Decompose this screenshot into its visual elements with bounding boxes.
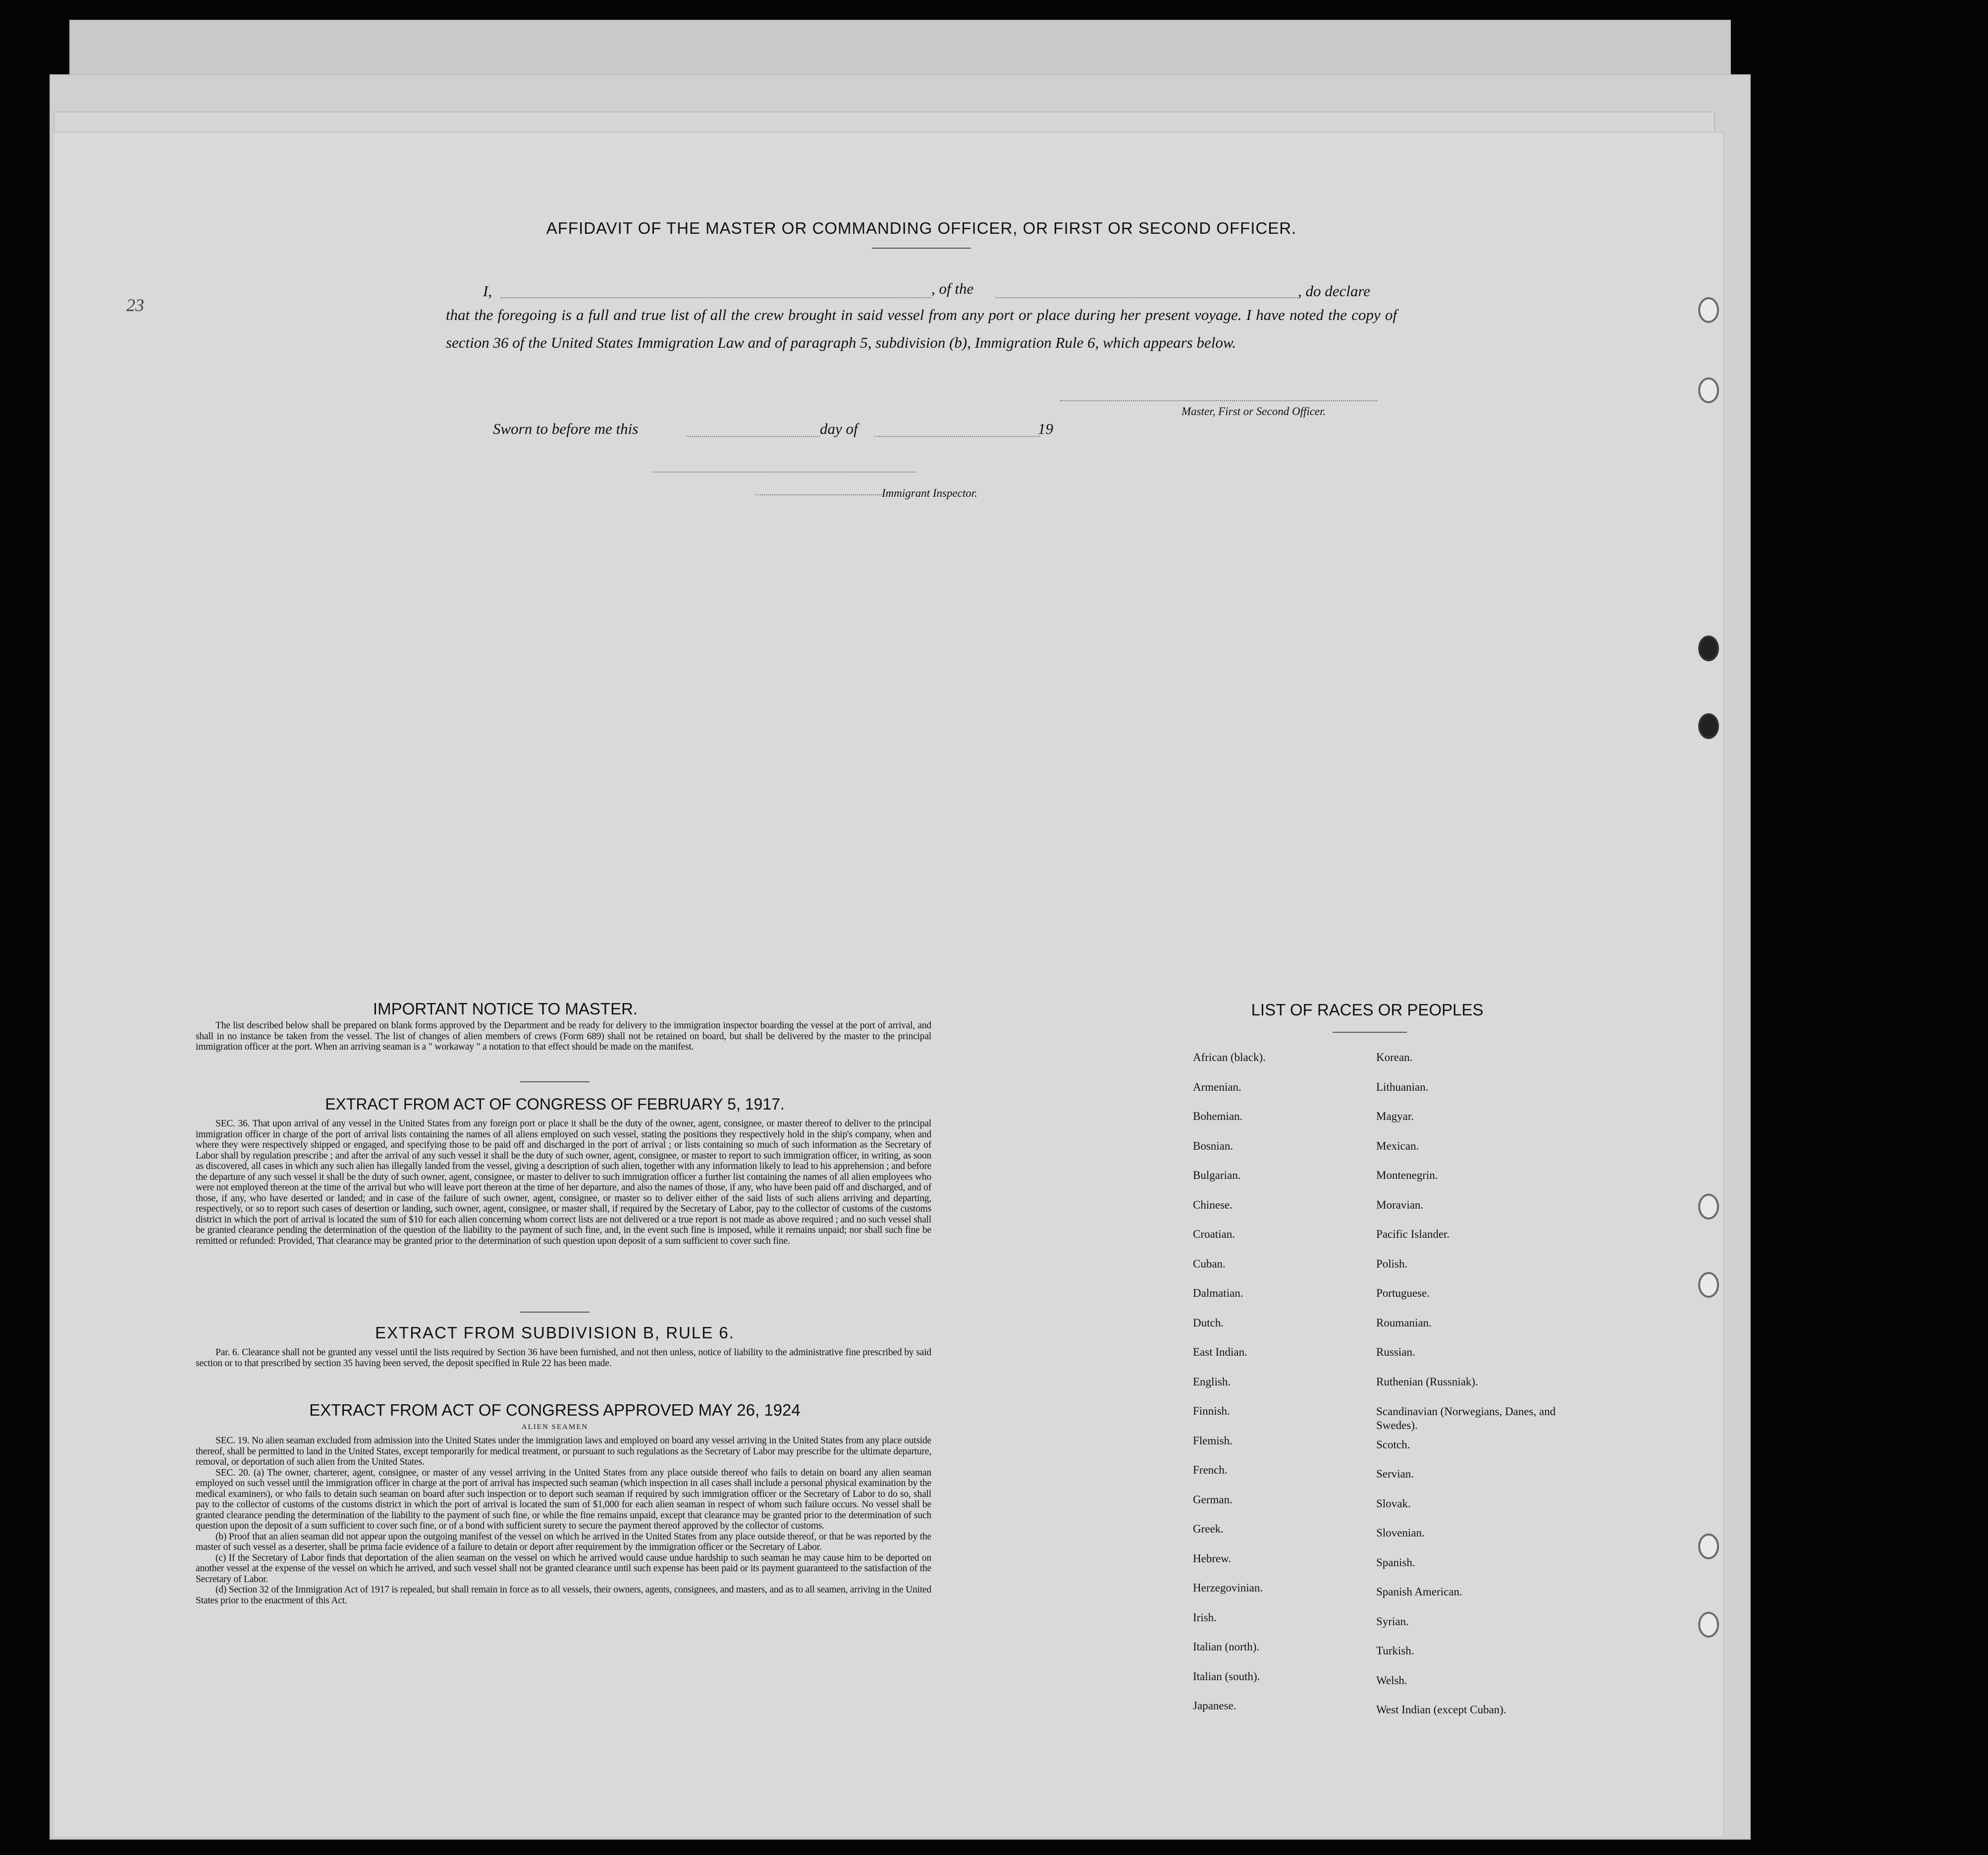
margin-number: 23 — [126, 295, 144, 315]
race-item: Moravian. — [1376, 1198, 1424, 1211]
race-item: French. — [1193, 1464, 1228, 1476]
race-item: Hebrew. — [1193, 1552, 1232, 1565]
race-item: Mexican. — [1376, 1139, 1419, 1152]
notice-title: IMPORTANT NOTICE TO MASTER. — [373, 1000, 638, 1018]
race-item: Dalmatian. — [1193, 1287, 1243, 1299]
extract-1924-subtitle: ALIEN SEAMEN — [521, 1423, 589, 1431]
race-item: English. — [1193, 1375, 1231, 1388]
race-item: Bosnian. — [1193, 1139, 1234, 1152]
year-prefix: 19 — [1038, 420, 1053, 437]
races-divider — [1333, 1032, 1407, 1033]
day-of-label: day of — [820, 420, 858, 437]
extract-1924-title: EXTRACT FROM ACT OF CONGRESS APPROVED MAY 26, 1924 — [309, 1401, 801, 1419]
race-item: Dutch. — [1193, 1316, 1224, 1329]
sworn-month-line — [874, 436, 1040, 437]
sworn-day-line — [686, 436, 820, 437]
race-item: Croatian. — [1193, 1228, 1235, 1240]
race-item: Montenegrin. — [1376, 1169, 1438, 1181]
race-item: Slovenian. — [1376, 1527, 1425, 1539]
race-item: Spanish. — [1376, 1556, 1415, 1569]
race-item: Finnish. — [1193, 1405, 1230, 1417]
inspector-signature-line-2 — [755, 494, 882, 495]
race-item: Flemish. — [1193, 1434, 1233, 1447]
affidavit-title: AFFIDAVIT OF THE MASTER OR COMMANDING OFFICER, OR FIRST OR SECOND OFFICER. — [546, 219, 1297, 237]
extract-rule6-title: EXTRACT FROM SUBDIVISION B, RULE 6. — [375, 1324, 735, 1342]
race-item: Greek. — [1193, 1523, 1224, 1535]
vessel-name-line — [996, 297, 1298, 298]
notice-text: The list described below shall be prepared on blank forms approved by the Department and be ready for delivery to the immigration inspector boarding the vessel at the port of arrival, and shall in no instance be taken from the vessel. The list of changes of alien members of crews (Form 689) shall not be retained on board, but shall be delivered by the master to the principal immigration officer at the port. When an arriving seaman is a " workaway " a notation to that effect should be made on the manifest. — [196, 1020, 931, 1052]
inspector-caption: Immigrant Inspector. — [882, 487, 977, 499]
affiant-name-line — [500, 297, 931, 298]
extract-1917-text: SEC. 36. That upon arrival of any vessel in the United States from any foreign port or place it shall be the duty of the owner, agent, consignee, or master thereof to deliver to the principal immigration officer in charge of the port of arrival lists containing the names of all aliens employed on such vessel, stating the positions they respectively hold in the ship's company, when and where they were respectively shipped or engaged, and specifying those to be paid off and discharged in the port of arrival ; or lists containing so much of such information as the Secretary of Labor shall by regulation prescribe ; and after the arrival of any such vessel it shall be the duty of such owner, agent, consignee, or master to report to such immigration officer, in writing, as soon as discovered, all cases in which any such alien has illegally landed from the vessel, giving a description of such alien, together with any information likely to lead to his apprehension ; and before the departure of any such vessel it shall be the duty of such owner, agent, consignee, or master to deliver to such immigration officer a further list containing the names of all alien employees who were not employed thereon at the time of the arrival but who will leave port thereon at the time of her departure, and also the names of those, if any, who have been paid off and discharged, and of those, if any, who have deserted or landed; and in case of the failure of such owner, agent, consignee, or master so to deliver either of the said lists of such aliens arriving and departing, respectively, or so to report such cases of desertion or landing, such owner, agent, consignee, or master shall, if required by the Secretary of Labor, pay to the collector of customs of the customs district in which the port of arrival is located the sum of $10 for each alien concerning whom correct lists are not delivered or a true report is not made as above required ; and no such vessel shall be granted clearance pending the determination of the question of the liability to the payment of such fine, and, in the event such fine is imposed, while it remains unpaid; nor shall such fine be remitted or refunded: Provided, That clearance may be granted prior to the determination of such question upon deposit of a sum sufficient to cover such fine. — [196, 1118, 931, 1246]
race-item: Armenian. — [1193, 1080, 1241, 1093]
sec20b-paragraph: (b) Proof that an alien seaman did not appear upon the outgoing manifest of the vessel on which he arrived in the United States from any place outside thereof, or that he was reported by the master of such vessel as a deserter, shall be prima facie evidence of a failure to detain or deport after requirement by the immigration officer or the Secretary of Labor. — [196, 1531, 931, 1552]
sec20a-paragraph: SEC. 20. (a) The owner, charterer, agent, consignee, or master of any vessel arriving in the United States from any place outside thereof who fails to detain on board any alien seaman employed on such vessel until the immigration officer in charge at the port of arrival has inspected such seaman (which inspection in all cases shall include a personal physical examination by the medical examiners), or who fails to detain such seaman on board after such inspection or to deport such seaman if required by such immigration officer or the Secretary of Labor to do so, shall pay to the collector of customs of the customs district in which the port of arrival is located the sum of $1,000 for each alien seaman in respect of whom such failure occurs. No vessel shall be granted clearance pending the determination of the liability to the payment of such fine, or while the fine remains unpaid, except that clearance may be granted prior to the determination of such question upon the deposit of a sum sufficient to cover such fine, or of a bond with sufficient surety to secure the payment thereof approved by the collector of customs. — [196, 1467, 931, 1531]
title-divider — [872, 248, 971, 249]
race-item: Chinese. — [1193, 1198, 1233, 1211]
section-divider — [520, 1312, 590, 1313]
officer-caption: Master, First or Second Officer. — [1182, 405, 1326, 418]
race-item: Welsh. — [1376, 1674, 1407, 1687]
do-declare-label: , do declare — [1298, 282, 1371, 300]
race-item: Bohemian. — [1193, 1110, 1243, 1122]
race-item: Irish. — [1193, 1611, 1217, 1624]
race-item: Ruthenian (Russniak). — [1376, 1375, 1478, 1388]
binder-hole-icon — [1698, 297, 1719, 323]
binder-hole-icon — [1698, 636, 1719, 661]
binder-hole-icon — [1698, 377, 1719, 403]
race-item: Scandinavian (Norwegians, Danes, and Swedes). — [1376, 1405, 1556, 1431]
binder-hole-icon — [1698, 1534, 1719, 1559]
race-item: German. — [1193, 1493, 1233, 1506]
race-item: West Indian (except Cuban). — [1376, 1703, 1506, 1716]
race-item: Cuban. — [1193, 1257, 1226, 1270]
race-item: Japanese. — [1193, 1699, 1236, 1712]
race-item: Portuguese. — [1376, 1287, 1430, 1299]
race-item: Roumanian. — [1376, 1316, 1432, 1329]
inspector-signature-line — [651, 472, 916, 473]
race-item: Italian (north). — [1193, 1641, 1260, 1653]
officer-signature-line — [1060, 400, 1377, 401]
section-divider — [520, 1081, 590, 1082]
race-item: Polish. — [1376, 1257, 1408, 1270]
race-item: African (black). — [1193, 1051, 1266, 1063]
race-item: Pacific Islander. — [1376, 1228, 1450, 1240]
race-item: Magyar. — [1376, 1110, 1414, 1122]
binder-hole-icon — [1698, 1272, 1719, 1298]
race-item: Scotch. — [1376, 1438, 1410, 1451]
races-title: LIST OF RACES OR PEOPLES — [1251, 1001, 1484, 1019]
extract-rule6-text: Par. 6. Clearance shall not be granted any vessel until the lists required by Section 36 have been furnished, and not then unless, notice of liability to the administrative fine prescribed by said section or to that prescribed by section 35 having been served, the deposit specified in Rule 22 has been made. — [196, 1347, 931, 1369]
race-item: Bulgarian. — [1193, 1169, 1241, 1181]
affidavit-body: that the foregoing is a full and true list of all the crew brought in said vessel from any port or place during her present voyage. I have noted the copy of section 36 of the United States Immigration Law and of paragraph 5, subdivision (b), Immigration Rule 6, which appears below. — [446, 306, 1397, 351]
sec20d-paragraph: (d) Section 32 of the Immigration Act of 1917 is repealed, but shall remain in force as to all vessels, their owners, agents, consignees, and masters, and as to all seamen, arriving in the United States prior to the enactment of this Act. — [196, 1585, 931, 1606]
race-item: Herzegovinian. — [1193, 1582, 1263, 1594]
sec19-paragraph: SEC. 19. No alien seaman excluded from admission into the United States under the immigration laws and employed on board any vessel arriving in the United States from any place outside thereof, shall be permitted to land in the United States, except temporarily for medical treatment, or pursuant to such regulations as the Secretary of Labor may prescribe for the ultimate departure, removal, or deportation of such alien from the United States. — [196, 1435, 931, 1467]
binder-hole-icon — [1698, 713, 1719, 739]
race-item: Syrian. — [1376, 1615, 1409, 1628]
binder-hole-icon — [1698, 1612, 1719, 1638]
race-item: Italian (south). — [1193, 1670, 1260, 1683]
sworn-label: Sworn to before me this — [493, 420, 639, 437]
race-item: Servian. — [1376, 1468, 1414, 1480]
sec20c-paragraph: (c) If the Secretary of Labor finds that deportation of the alien seaman on the vessel on which he arrived would cause undue hardship to such seaman he may cause him to be deported on another vessel at the expense of the vessel on which he arrived, and such vessel shall not be granted clearance until such expense has been paid or its payment guaranteed to the satisfaction of the Secretary of Labor. — [196, 1552, 931, 1585]
race-item: Spanish American. — [1376, 1586, 1462, 1598]
extract-1917-title: EXTRACT FROM ACT OF CONGRESS OF FEBRUARY 5, 1917. — [325, 1095, 785, 1113]
race-item: East Indian. — [1193, 1346, 1247, 1358]
race-item: Lithuanian. — [1376, 1080, 1429, 1093]
of-the-label: , of the — [931, 280, 974, 297]
race-item: Russian. — [1376, 1346, 1415, 1358]
extract-1924-body — [196, 1435, 931, 1606]
race-item: Slovak. — [1376, 1497, 1411, 1510]
affiant-label: I, — [483, 282, 492, 300]
binder-hole-icon — [1698, 1194, 1719, 1219]
race-item: Korean. — [1376, 1051, 1413, 1063]
race-item: Turkish. — [1376, 1644, 1414, 1657]
